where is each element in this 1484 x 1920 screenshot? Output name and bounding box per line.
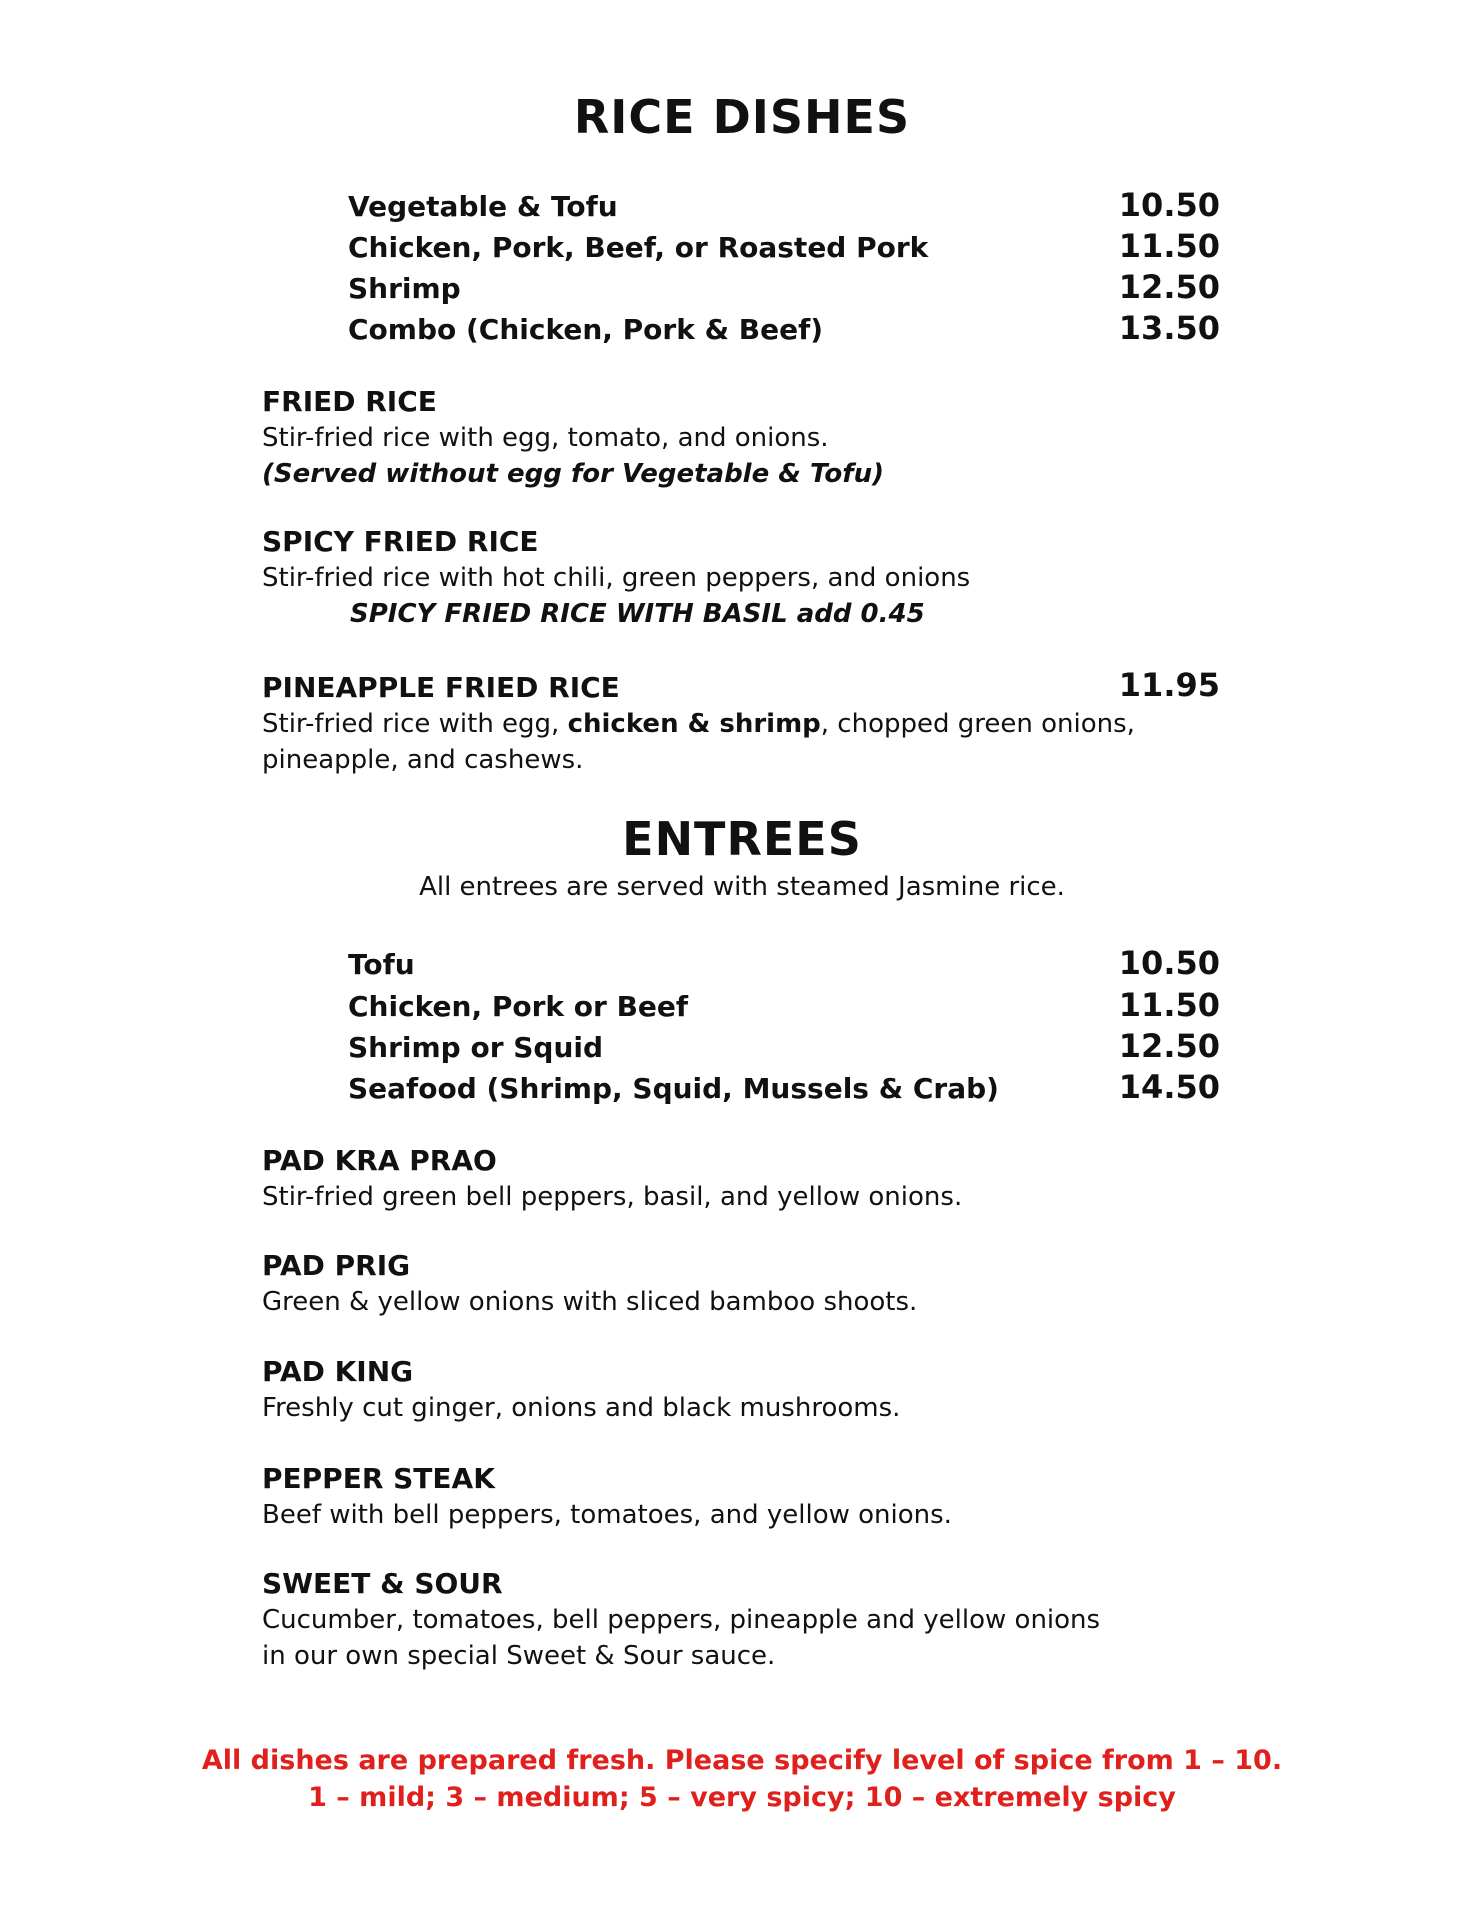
dish-description-line2: in our own special Sweet & Sour sauce.	[262, 1641, 776, 1671]
dish-name: FRIED RICE	[262, 385, 437, 418]
dish-description: Freshly cut ginger, onions and black mushrooms.	[262, 1393, 901, 1423]
dish-description-part: Stir-fried rice with egg,	[262, 709, 568, 739]
rice-price-row	[348, 268, 1220, 308]
dish-name: PINEAPPLE FRIED RICE	[262, 671, 620, 704]
rice-price-value: 13.50	[1118, 309, 1220, 347]
entrees-subtitle: All entrees are served with steamed Jasmine rice.	[419, 872, 1065, 902]
dish-name: SWEET & SOUR	[262, 1567, 503, 1600]
dish-name: PAD KING	[262, 1355, 414, 1388]
entree-price-row	[348, 1027, 1220, 1067]
rice-price-name: Chicken, Pork, Beef, or Roasted Pork	[348, 231, 929, 264]
dish-description: Beef with bell peppers, tomatoes, and yellow onions.	[262, 1500, 952, 1530]
dish-description: Stir-fried green bell peppers, basil, and yellow onions.	[262, 1182, 963, 1212]
dish-sweet-and-sour	[262, 1566, 1162, 1674]
dish-description: Cucumber, tomatoes, bell peppers, pineapple and yellow onions	[262, 1605, 1101, 1635]
dish-pad-prig	[262, 1248, 1162, 1320]
entree-price-name: Shrimp or Squid	[348, 1031, 604, 1064]
dish-description-part: , chopped green onions,	[820, 709, 1135, 739]
entree-price-name: Seafood (Shrimp, Squid, Mussels & Crab)	[348, 1072, 999, 1105]
dish-name: PEPPER STEAK	[262, 1462, 495, 1495]
dish-description-line2: pineapple, and cashews.	[262, 745, 584, 775]
entree-price-value: 14.50	[1118, 1068, 1220, 1106]
dish-name: SPICY FRIED RICE	[262, 525, 539, 558]
rice-price-value: 12.50	[1118, 268, 1220, 306]
entree-price-row	[348, 986, 1220, 1026]
entree-price-name: Chicken, Pork or Beef	[348, 990, 689, 1023]
rice-price-name: Shrimp	[348, 272, 461, 305]
rice-price-row	[348, 309, 1220, 349]
entree-price-value: 10.50	[1118, 944, 1220, 982]
dish-pad-kra-prao	[262, 1143, 1162, 1215]
rice-price-value: 10.50	[1118, 186, 1220, 224]
entree-price-value: 12.50	[1118, 1027, 1220, 1065]
dish-fried-rice	[262, 384, 1162, 492]
entree-price-name: Tofu	[348, 948, 415, 981]
dish-description: Green & yellow onions with sliced bamboo shoots.	[262, 1287, 918, 1317]
rice-price-name: Combo (Chicken, Pork & Beef)	[348, 313, 824, 346]
entrees-title: ENTREES	[622, 812, 862, 866]
rice-dishes-title: RICE DISHES	[573, 90, 911, 144]
rice-price-value: 11.50	[1118, 227, 1220, 265]
dish-description: Stir-fried rice with egg, tomato, and onions.	[262, 423, 829, 453]
rice-price-row	[348, 186, 1220, 226]
dish-spicy-fried-rice	[262, 524, 1162, 632]
dish-note: SPICY FRIED RICE WITH BASIL add 0.45	[350, 599, 925, 629]
dish-pepper-steak	[262, 1461, 1162, 1533]
dish-note: (Served without egg for Vegetable & Tofu)	[262, 459, 884, 489]
dish-description	[262, 706, 1162, 742]
entree-price-row	[348, 944, 1220, 984]
spice-notice	[0, 1742, 1484, 1816]
rice-price-row	[348, 227, 1220, 267]
dish-price: 11.95	[1118, 666, 1220, 704]
spice-notice-line2: 1 – mild; 3 – medium; 5 – very spicy; 10 – extremely spicy	[308, 1782, 1176, 1813]
spice-notice-line1: All dishes are prepared fresh. Please specify level of spice from 1 – 10.	[201, 1745, 1283, 1776]
dish-description-bold: chicken & shrimp	[567, 709, 821, 739]
dish-name: PAD PRIG	[262, 1249, 411, 1282]
entree-price-value: 11.50	[1118, 986, 1220, 1024]
dish-pad-king	[262, 1354, 1162, 1426]
dish-pineapple-fried-rice	[262, 670, 1162, 778]
dish-name: PAD KRA PRAO	[262, 1144, 497, 1177]
rice-price-name: Vegetable & Tofu	[348, 190, 618, 223]
entree-price-row	[348, 1068, 1220, 1108]
dish-description: Stir-fried rice with hot chili, green peppers, and onions	[262, 563, 971, 593]
